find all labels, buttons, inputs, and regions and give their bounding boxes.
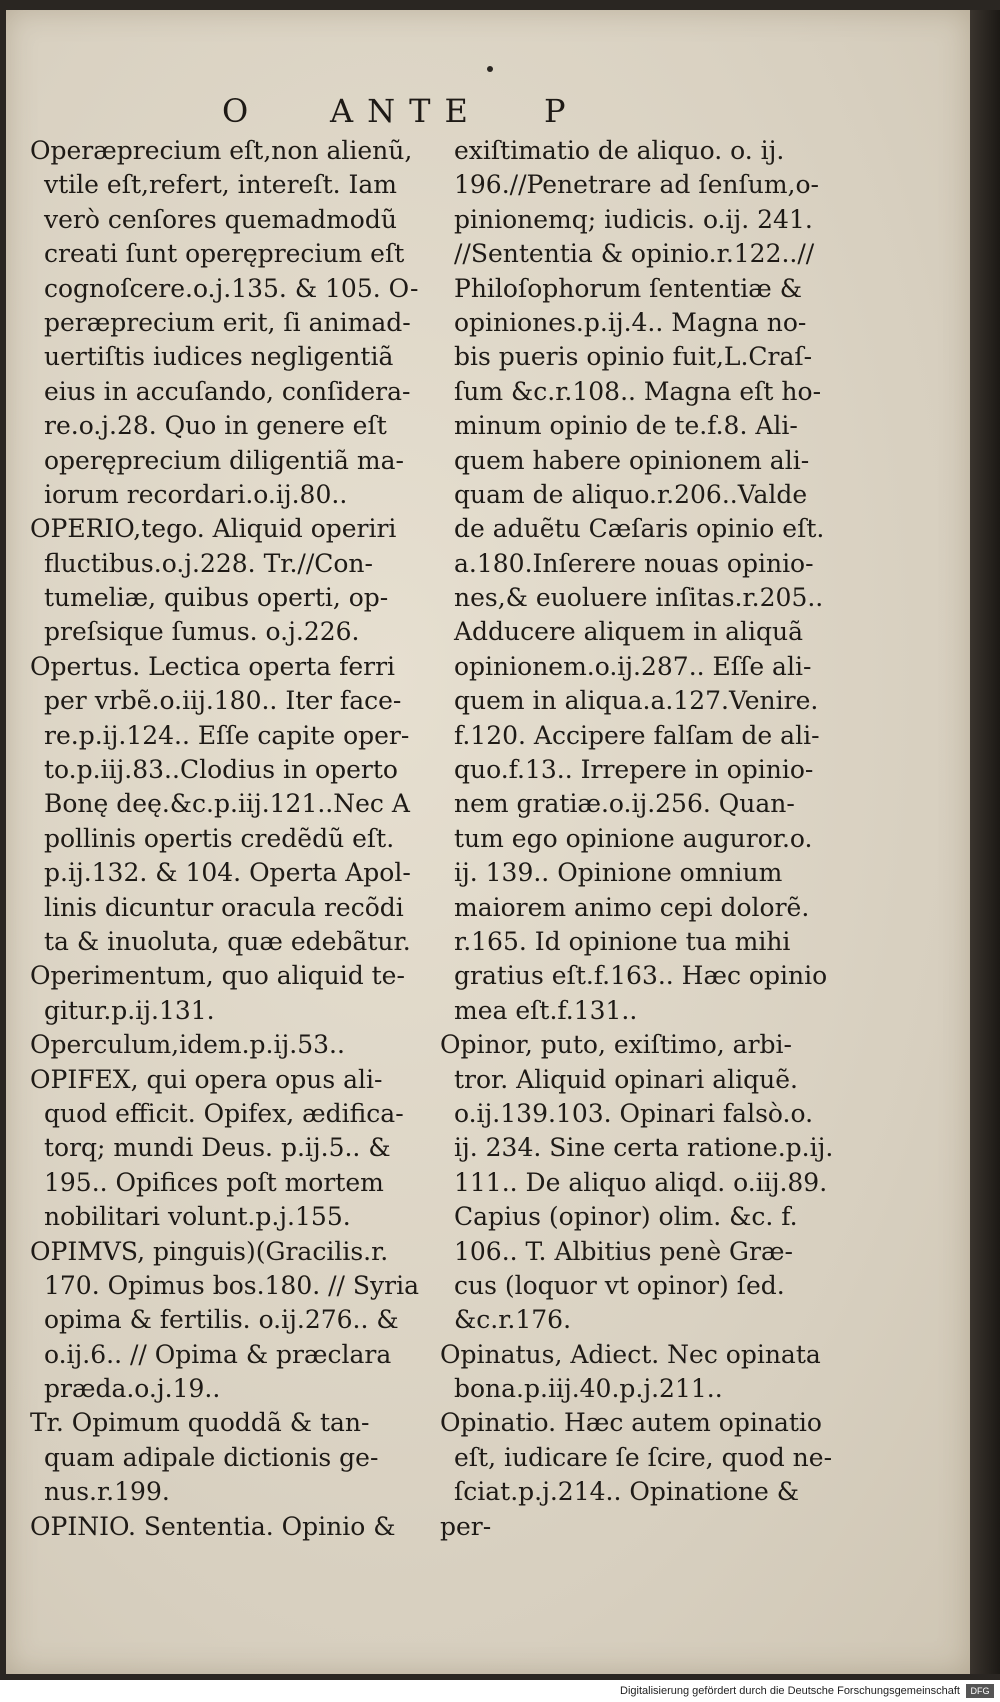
text-line: quam adipale dictionis ge- <box>44 1442 379 1472</box>
text-line: ſum &c.r.108.. Magna eſt ho- <box>454 376 822 406</box>
text-line: r.165. Id opinione tua mihi <box>454 926 791 956</box>
text-line: re.p.ij.124.. Eſſe capite oper- <box>44 720 410 750</box>
text-line: opinionem.o.ij.287.. Eſſe ali- <box>454 651 812 681</box>
text-line: OPINIO. Sententia. Opinio & <box>30 1511 396 1541</box>
text-line: //Sententia & opinio.r.122..// <box>454 239 815 269</box>
text-line: quo.f.13.. Irrepere in opinio- <box>454 755 814 785</box>
running-header <box>0 92 1000 140</box>
text-line: Adducere aliquem in aliquã <box>454 617 804 647</box>
digitization-footer <box>0 1680 1000 1702</box>
text-line: a.180.Inſerere nouas opinio- <box>454 548 814 578</box>
dfg-logo: DFG <box>966 1684 994 1698</box>
ink-dot <box>487 66 493 72</box>
text-line: nem gratiæ.o.ij.256. Quan- <box>454 789 795 819</box>
text-line: Opertus. Lectica operta ferri <box>30 651 396 681</box>
text-line: per- <box>440 1511 492 1541</box>
text-line: bona.p.iij.40.p.j.211.. <box>454 1374 723 1404</box>
text-line: Opinatus, Adiect. Nec opinata <box>440 1339 821 1369</box>
page-edge <box>970 10 1000 1674</box>
text-line: quod efficit. Opifex, ædifica- <box>44 1098 404 1128</box>
text-line: Bonę deę.&c.p.iij.121..Nec A <box>44 789 410 819</box>
text-line: ta & inuoluta, quæ edebãtur. <box>44 926 411 956</box>
header-right-letter: P <box>544 92 580 130</box>
text-line: Operæprecium eſt,non alienũ, <box>30 136 413 165</box>
text-line: eſt, iudicare ſe ſcire, quod ne- <box>454 1442 833 1472</box>
text-line: maiorem animo cepi dolorẽ. <box>454 892 810 922</box>
text-line: gratius eſt.f.163.. Hæc opinio <box>454 961 828 991</box>
text-line: minum opinio de te.f.8. Ali- <box>454 411 798 441</box>
text-line: verò cenſores quemadmodũ <box>44 204 397 234</box>
text-line: de aduẽtu Cæſaris opinio eſt. <box>454 514 825 544</box>
text-line: nus.r.199. <box>44 1477 170 1507</box>
text-line: creati ſunt operęprecium eſt <box>44 239 405 269</box>
text-line: quem in aliqua.a.127.Venire. <box>454 686 819 716</box>
text-line: Operimentum, quo aliquid te- <box>30 961 405 991</box>
text-line: 111.. De aliquo aliqd. o.iij.89. <box>454 1167 828 1197</box>
text-line: p.ij.132. & 104. Operta Apol- <box>44 858 411 888</box>
text-line: OPIMVS, pinguis)(Gracilis.r. <box>30 1236 389 1266</box>
text-line: f.120. Accipere falſam de ali- <box>454 720 820 750</box>
text-line: nobilitari volunt.p.j.155. <box>44 1202 351 1232</box>
text-line: fluctibus.o.j.228. Tr.//Con- <box>44 548 373 578</box>
text-line: Tr. Opimum quoddã & tan- <box>30 1408 370 1438</box>
text-line: OPERIO,tego. Aliquid operiri <box>30 514 397 544</box>
text-line: peræprecium erit, ſi animad- <box>44 307 411 337</box>
text-line: opima & fertilis. o.ij.276.. & <box>44 1305 399 1335</box>
text-line: gitur.p.ij.131. <box>44 995 215 1025</box>
text-line: ij. 234. Sine certa ratione.p.ij. <box>454 1133 834 1163</box>
text-line: Opinatio. Hæc autem opinatio <box>440 1408 822 1438</box>
text-line: eius in accuſando, conſidera- <box>44 376 411 406</box>
header-title: ANTE <box>330 92 482 130</box>
text-line: re.o.j.28. Quo in genere eſt <box>44 411 387 441</box>
right-column <box>440 134 860 1544</box>
text-line: Opinor, puto, exiſtimo, arbi- <box>440 1030 792 1060</box>
text-line: 196.//Penetrare ad ſenſum,o- <box>454 170 820 200</box>
text-line: Philoſophorum ſententiæ & <box>454 273 802 303</box>
text-line: to.p.iij.83..Clodius in operto <box>44 755 398 785</box>
text-line: tumeliæ, quibus operti, op- <box>44 583 389 613</box>
text-line: uertiſtis iudices negligentiã <box>44 342 394 372</box>
text-line: cus (loquor vt opinor) ſed. <box>454 1270 785 1300</box>
text-line: præda.o.j.19.. <box>44 1374 221 1404</box>
header-left-letter: O <box>222 92 263 130</box>
text-line: quam de aliquo.r.206..Valde <box>454 479 808 509</box>
footer-text: Digitalisierung gefördert durch die Deutsche Forschungsgemeinschaft <box>620 1685 960 1697</box>
text-line: 106.. T. Albitius penè Græ- <box>454 1236 793 1266</box>
text-line: per vrbẽ.o.iij.180.. Iter face- <box>44 686 402 716</box>
text-line: pollinis opertis credẽdũ eſt. <box>44 823 395 853</box>
text-line: o.ij.139.103. Opinari falsò.o. <box>454 1098 814 1128</box>
text-line: opiniones.p.ij.4.. Magna no- <box>454 307 807 337</box>
text-line: Capius (opinor) olim. &c. f. <box>454 1202 798 1232</box>
text-line: o.ij.6.. // Opima & præclara <box>44 1339 392 1369</box>
text-line: OPIFEX, qui opera opus ali- <box>30 1064 383 1094</box>
text-line: torq; mundi Deus. p.ij.5.. & <box>44 1133 391 1163</box>
text-line: 170. Opimus bos.180. // Syria <box>44 1270 420 1300</box>
text-line: cognoſcere.o.j.135. & 105. O- <box>44 273 419 303</box>
text-line: Operculum,idem.p.ij.53.. <box>30 1030 345 1060</box>
text-line: exiſtimatio de aliquo. o. ij. <box>454 136 785 165</box>
text-line: linis dicuntur oracula recõdi <box>44 892 404 922</box>
text-line: preſsique ſumus. o.j.226. <box>44 617 360 647</box>
text-line: mea eſt.f.131.. <box>454 995 638 1025</box>
text-line: bis pueris opinio fuit,L.Craſ- <box>454 342 813 372</box>
text-line: iorum recordari.o.ij.80.. <box>44 479 348 509</box>
text-line: operęprecium diligentiã ma- <box>44 445 404 475</box>
text-line: tror. Aliquid opinari aliquẽ. <box>454 1064 798 1094</box>
left-column <box>30 134 440 1544</box>
text-line: ij. 139.. Opinione omnium <box>454 858 783 888</box>
text-line: pinionemq; iudicis. o.ij. 241. <box>454 204 813 234</box>
text-line: &c.r.176. <box>454 1305 572 1335</box>
text-line: quem habere opinionem ali- <box>454 445 810 475</box>
text-line: vtile eſt,refert, intereſt. Iam <box>44 170 397 200</box>
text-line: tum ego opinione auguror.o. <box>454 823 813 853</box>
text-line: nes,& euoluere inſitas.r.205.. <box>454 583 824 613</box>
text-line: ſciat.p.j.214.. Opinatione & <box>454 1477 800 1507</box>
text-line: 195.. Opifices poſt mortem <box>44 1167 384 1197</box>
